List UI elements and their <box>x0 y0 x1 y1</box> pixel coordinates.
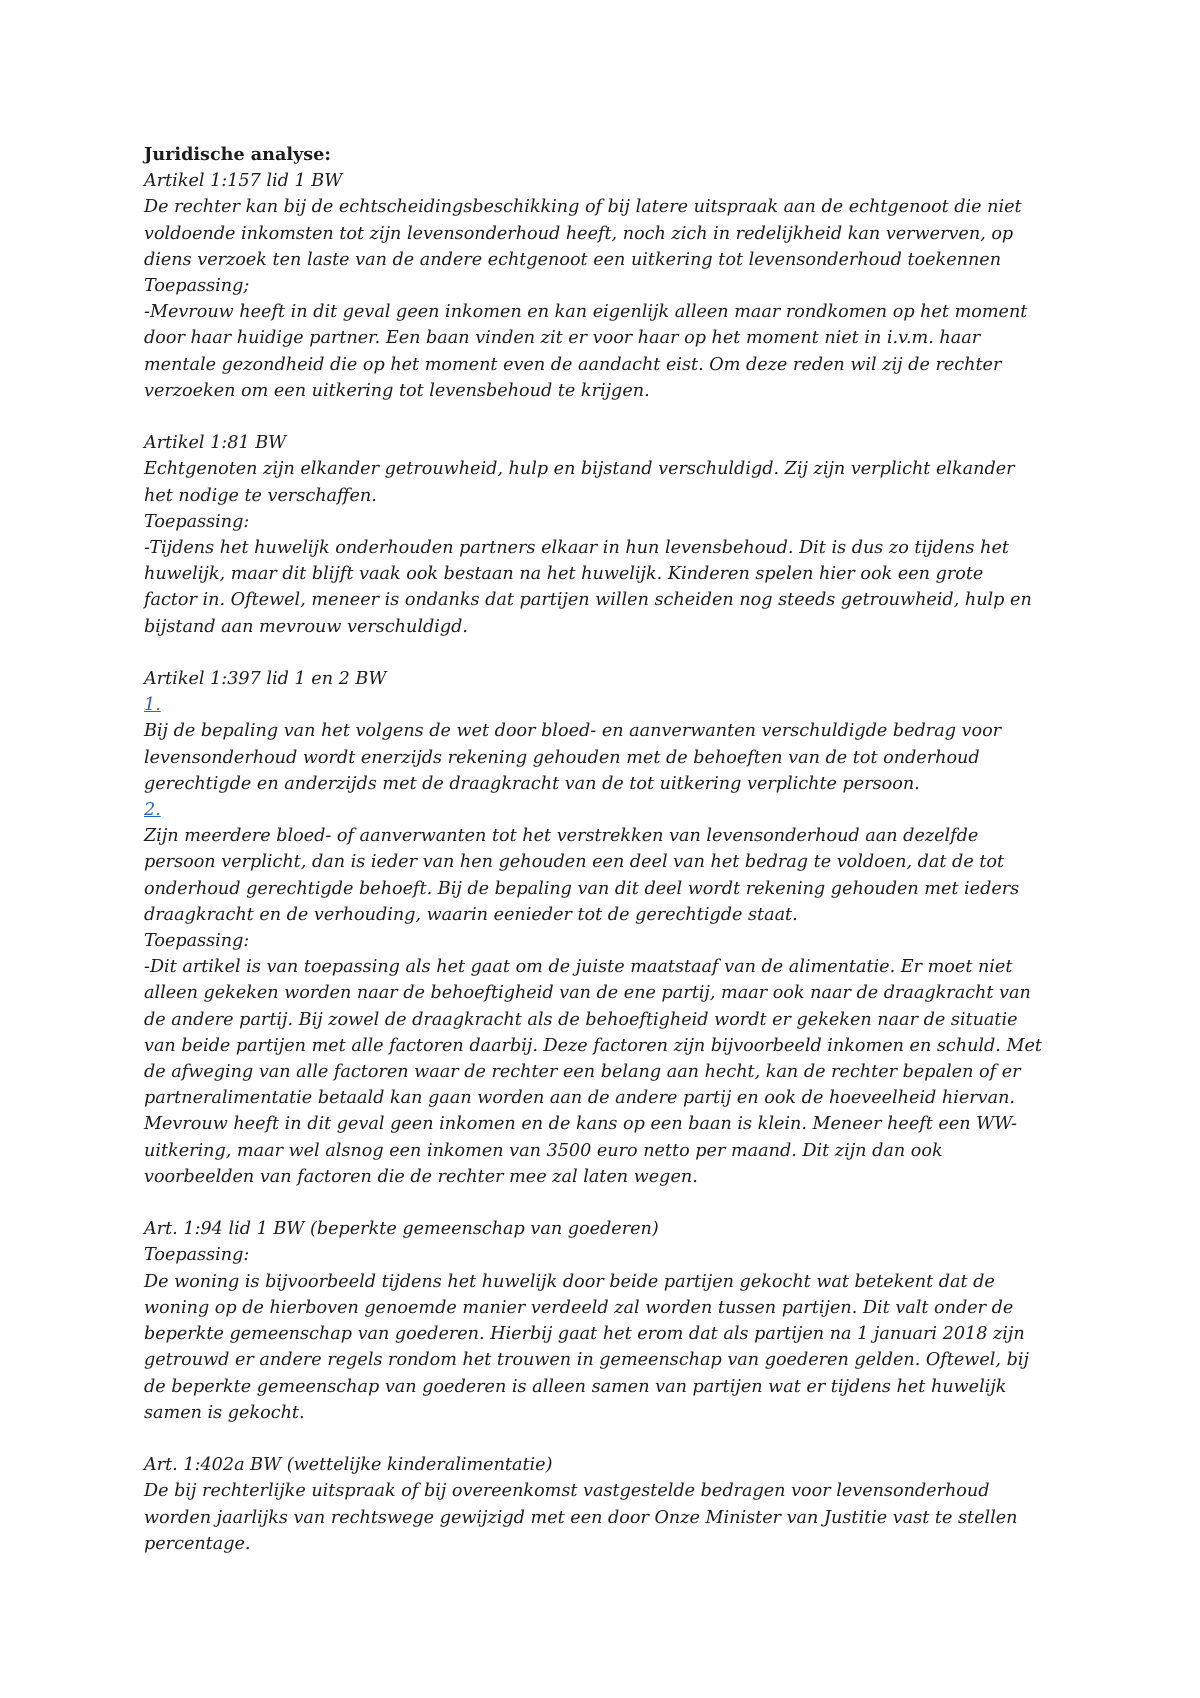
toepassing-line: woning op de hierboven genoemde manier verdeeld zal worden tussen partijen. Dit valt onder de <box>144 1297 1014 1318</box>
article-text-line: De bij rechterlijke uitspraak of bij overeenkomst vastgestelde bedragen voor levensonderhoud <box>144 1481 990 1502</box>
paragraph-gap <box>144 1426 1064 1452</box>
toepassing-label: Toepassing; <box>144 276 250 297</box>
section-art-1-397 <box>144 666 1064 1190</box>
article-text-line: het nodige te verschaffen. <box>144 485 377 506</box>
toepassing-line: de afweging van alle factoren waar de rechter een belang aan hecht, kan de rechter bepalen of er <box>144 1062 1021 1083</box>
paragraph-gap <box>144 404 1064 430</box>
paragraph-gap <box>144 1190 1064 1216</box>
section-art-1-81 <box>144 430 1064 640</box>
lid-2-text-line: onderhoud gerechtigde behoeft. Bij de bepaling van dit deel wordt rekening gehouden met ieders <box>144 878 1020 899</box>
toepassing-line: -Tijdens het huwelijk onderhouden partners elkaar in hun levensbehoud. Dit is dus zo tijdens het <box>144 538 1009 559</box>
toepassing-line: factor in. Oftewel, meneer is ondanks dat partijen willen scheiden nog steeds getrouwheid, hulp en <box>144 590 1032 611</box>
lid-2-text-line: Zijn meerdere bloed- of aanverwanten tot het verstrekken van levensonderhoud aan dezelfde <box>144 826 979 847</box>
toepassing-line: door haar huidige partner. Een baan vinden zit er voor haar op het moment niet in i.v.m. haar <box>144 328 981 349</box>
toepassing-label: Toepassing: <box>144 1245 250 1266</box>
article-title: Art. 1:402a BW (wettelijke kinderalimentatie) <box>144 1455 553 1476</box>
page-heading: Juridische analyse: <box>144 144 331 165</box>
document-page <box>144 142 1064 1557</box>
article-text-line: Echtgenoten zijn elkander getrouwheid, hulp en bijstand verschuldigd. Zij zijn verplicht elkander <box>144 459 1015 480</box>
toepassing-line: mentale gezondheid die op het moment even de aandacht eist. Om deze reden wil zij de rechter <box>144 354 1002 375</box>
toepassing-line: van beide partijen met alle factoren daarbij. Deze factoren zijn bijvoorbeeld inkomen en schuld. Met <box>144 1035 1042 1056</box>
lid-1-text-line: levensonderhoud wordt enerzijds rekening gehouden met de behoeften van de tot onderhoud <box>144 747 980 768</box>
lid-2-text-line: draagkracht en de verhouding, waarin eenieder tot de gerechtigde staat. <box>144 904 798 925</box>
section-art-1-402a <box>144 1452 1064 1557</box>
toepassing-line: uitkering, maar wel alsnog een inkomen van 3500 euro netto per maand. Dit zijn dan ook <box>144 1140 943 1161</box>
toepassing-line: -Dit artikel is van toepassing als het gaat om de juiste maatstaaf van de alimentatie. Er moet niet <box>144 957 1013 978</box>
toepassing-line: getrouwd er andere regels rondom het trouwen in gemeenschap van goederen gelden. Oftewel, bij <box>144 1350 1029 1371</box>
section-art-1-157 <box>144 168 1064 404</box>
article-text-line: percentage. <box>144 1533 251 1554</box>
paragraph-gap <box>144 640 1064 666</box>
lid-2-link[interactable]: 2. <box>144 800 161 821</box>
toepassing-line: huwelijk, maar dit blijft vaak ook bestaan na het huwelijk. Kinderen spelen hier ook een grote <box>144 564 984 585</box>
article-title: Art. 1:94 lid 1 BW (beperkte gemeenschap van goederen) <box>144 1219 659 1240</box>
toepassing-line: voorbeelden van factoren die de rechter mee zal laten wegen. <box>144 1166 698 1187</box>
article-title: Artikel 1:397 lid 1 en 2 BW <box>144 669 387 690</box>
toepassing-line: de andere partij. Bij zowel de draagkracht als de behoeftigheid wordt er gekeken naar de situatie <box>144 1009 1018 1030</box>
section-art-1-94 <box>144 1216 1064 1426</box>
article-title: Artikel 1:81 BW <box>144 433 287 454</box>
lid-1-link[interactable]: 1. <box>144 695 161 716</box>
toepassing-line: partneralimentatie betaald kan gaan worden aan de andere partij en ook de hoeveelheid hiervan. <box>144 1088 1016 1109</box>
toepassing-line: beperkte gemeenschap van goederen. Hierbij gaat het erom dat als partijen na 1 januari 2018 zijn <box>144 1324 1025 1345</box>
toepassing-line: Mevrouw heeft in dit geval geen inkomen en de kans op een baan is klein. Meneer heeft een WW- <box>144 1114 1017 1135</box>
article-text-line: worden jaarlijks van rechtswege gewijzigd met een door Onze Minister van Justitie vast te stellen <box>144 1507 1018 1528</box>
article-title: Artikel 1:157 lid 1 BW <box>144 171 343 192</box>
toepassing-line: bijstand aan mevrouw verschuldigd. <box>144 616 468 637</box>
article-text-line: voldoende inkomsten tot zijn levensonderhoud heeft, noch zich in redelijkheid kan verwerven, op <box>144 223 1014 244</box>
lid-1-text-line: gerechtigde en anderzijds met de draagkracht van de tot uitkering verplichte persoon. <box>144 773 920 794</box>
toepassing-line: verzoeken om een uitkering tot levensbehoud te krijgen. <box>144 380 650 401</box>
lid-2-text-line: persoon verplicht, dan is ieder van hen gehouden een deel van het bedrag te voldoen, dat de tot <box>144 852 1005 873</box>
toepassing-label: Toepassing: <box>144 931 250 952</box>
toepassing-line: -Mevrouw heeft in dit geval geen inkomen en kan eigenlijk alleen maar rondkomen op het moment <box>144 302 1028 323</box>
toepassing-line: De woning is bijvoorbeeld tijdens het huwelijk door beide partijen gekocht wat betekent dat de <box>144 1271 995 1292</box>
lid-1-text-line: Bij de bepaling van het volgens de wet door bloed- en aanverwanten verschuldigde bedrag voor <box>144 721 1002 742</box>
toepassing-label: Toepassing: <box>144 511 250 532</box>
toepassing-line: samen is gekocht. <box>144 1402 305 1423</box>
toepassing-line: alleen gekeken worden naar de behoeftigheid van de ene partij, maar ook naar de draagkracht van <box>144 983 1031 1004</box>
article-text-line: diens verzoek ten laste van de andere echtgenoot een uitkering tot levensonderhoud toekennen <box>144 249 1002 270</box>
toepassing-line: de beperkte gemeenschap van goederen is alleen samen van partijen wat er tijdens het huwelijk <box>144 1376 1007 1397</box>
article-text-line: De rechter kan bij de echtscheidingsbeschikking of bij latere uitspraak aan de echtgenoot die niet <box>144 197 1022 218</box>
